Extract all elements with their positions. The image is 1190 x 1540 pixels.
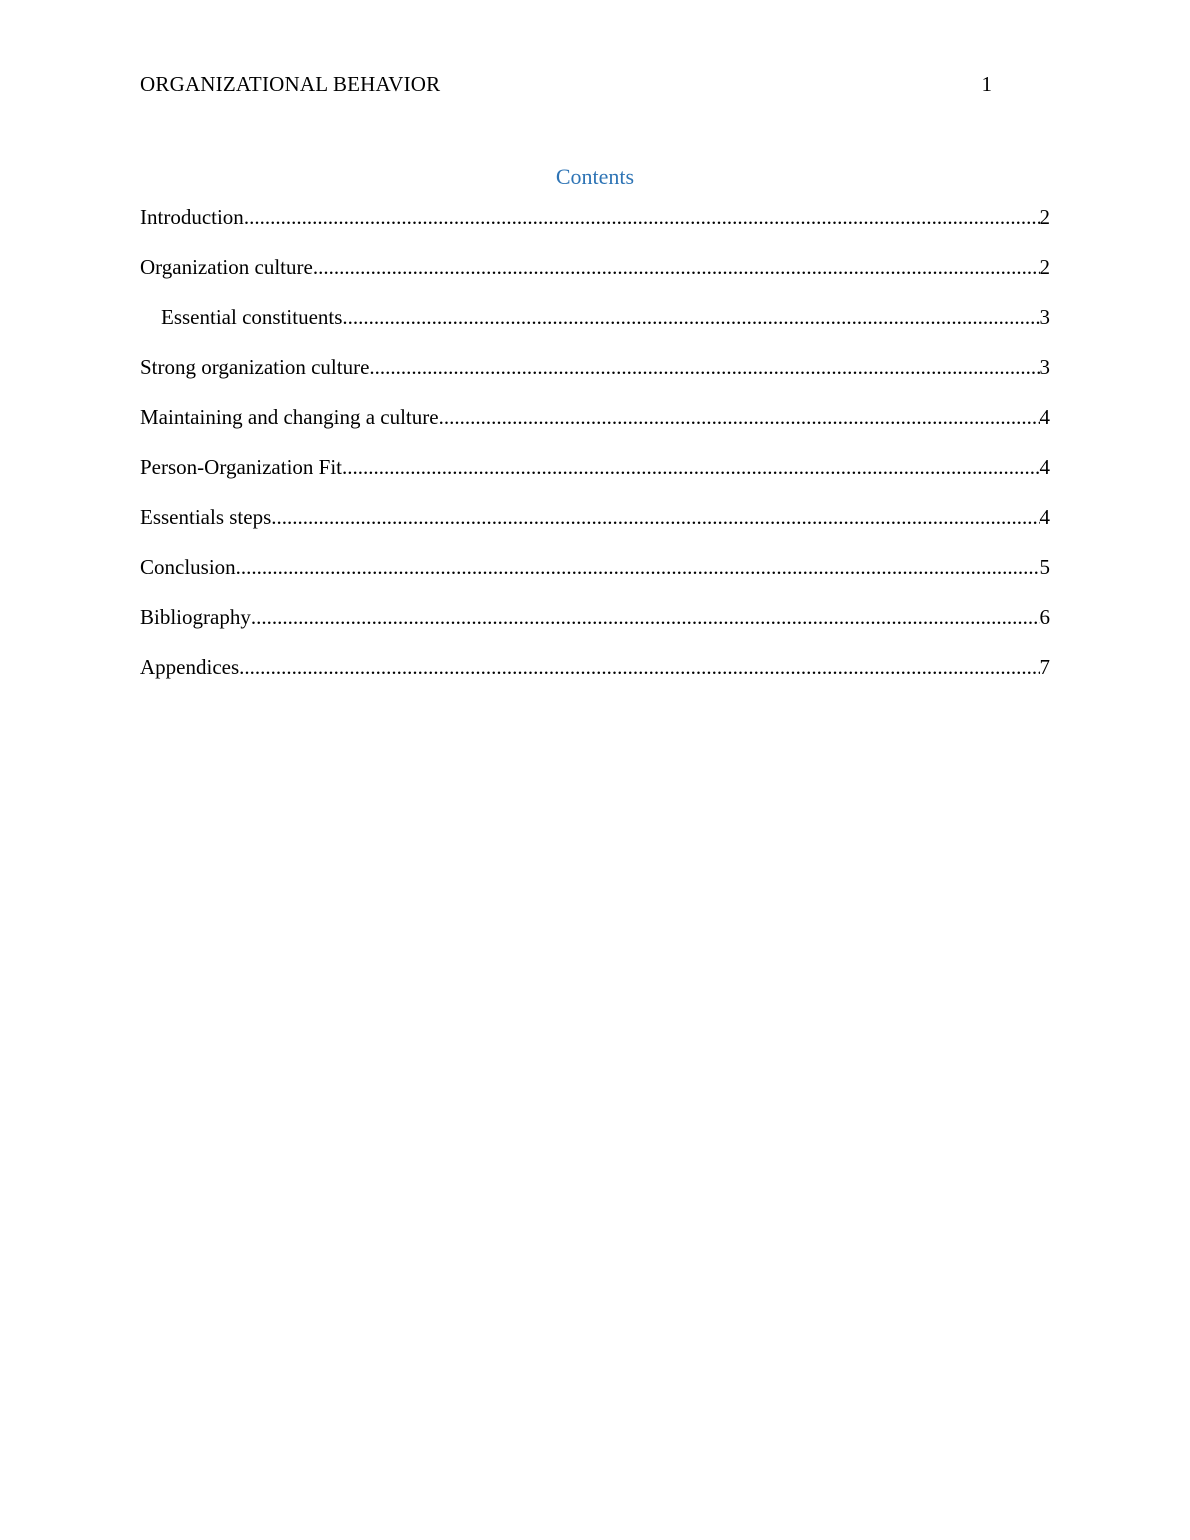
page-number: 1 (981, 72, 992, 96)
toc-entry-label: Conclusion (140, 555, 236, 579)
toc-entry-appendices[interactable] (140, 652, 1050, 702)
toc-entry-conclusion[interactable] (140, 552, 1050, 602)
toc-entry-essential-constituents[interactable] (140, 302, 1050, 352)
toc-entry-essentials-steps[interactable] (140, 502, 1050, 552)
toc-dot-leader (239, 652, 1039, 682)
toc-dot-leader (244, 202, 1040, 232)
toc-entry-label: Introduction (140, 205, 244, 229)
toc-entry-page: 2 (1039, 255, 1050, 279)
toc-entry-label: Essentials steps (140, 505, 272, 529)
toc-entry-page: 4 (1039, 405, 1050, 429)
toc-entry-label: Essential constituents (161, 305, 343, 329)
toc-entry-label: Person-Organization Fit (140, 455, 343, 479)
toc-entry-page: 3 (1039, 355, 1050, 379)
running-header-title: ORGANIZATIONAL BEHAVIOR (140, 72, 441, 96)
toc-dot-leader (313, 252, 1040, 282)
page-header (140, 70, 992, 100)
toc-dot-leader (271, 502, 1039, 532)
toc-entry-page: 2 (1039, 205, 1050, 229)
toc-entry-label: Organization culture (140, 255, 313, 279)
toc-entry-page: 5 (1039, 555, 1050, 579)
toc-heading: Contents (555, 164, 635, 189)
toc-entry-page: 6 (1039, 605, 1050, 629)
toc-entry-page: 3 (1039, 305, 1050, 329)
toc-entry-bibliography[interactable] (140, 602, 1050, 652)
toc-entry-strong-organization-culture[interactable] (140, 352, 1050, 402)
toc-entry-introduction[interactable] (140, 202, 1050, 252)
toc-entry-page: 4 (1039, 455, 1050, 479)
toc-entry-page: 4 (1039, 505, 1050, 529)
toc-dot-leader (342, 452, 1039, 482)
toc-entry-label: Bibliography (140, 605, 251, 629)
toc-dot-leader (251, 602, 1040, 632)
toc-entry-label: Maintaining and changing a culture (140, 405, 439, 429)
toc-dot-leader (342, 302, 1039, 332)
table-of-contents (140, 202, 1050, 702)
toc-dot-leader (439, 402, 1040, 432)
toc-entry-page: 7 (1039, 655, 1050, 679)
toc-entry-organization-culture[interactable] (140, 252, 1050, 302)
toc-entry-label: Strong organization culture (140, 355, 370, 379)
toc-entry-maintaining-and-changing-a-culture[interactable] (140, 402, 1050, 452)
toc-entry-label: Appendices (140, 655, 240, 679)
toc-dot-leader (369, 352, 1039, 382)
toc-dot-leader (236, 552, 1040, 582)
toc-entry-person-organization-fit[interactable] (140, 452, 1050, 502)
